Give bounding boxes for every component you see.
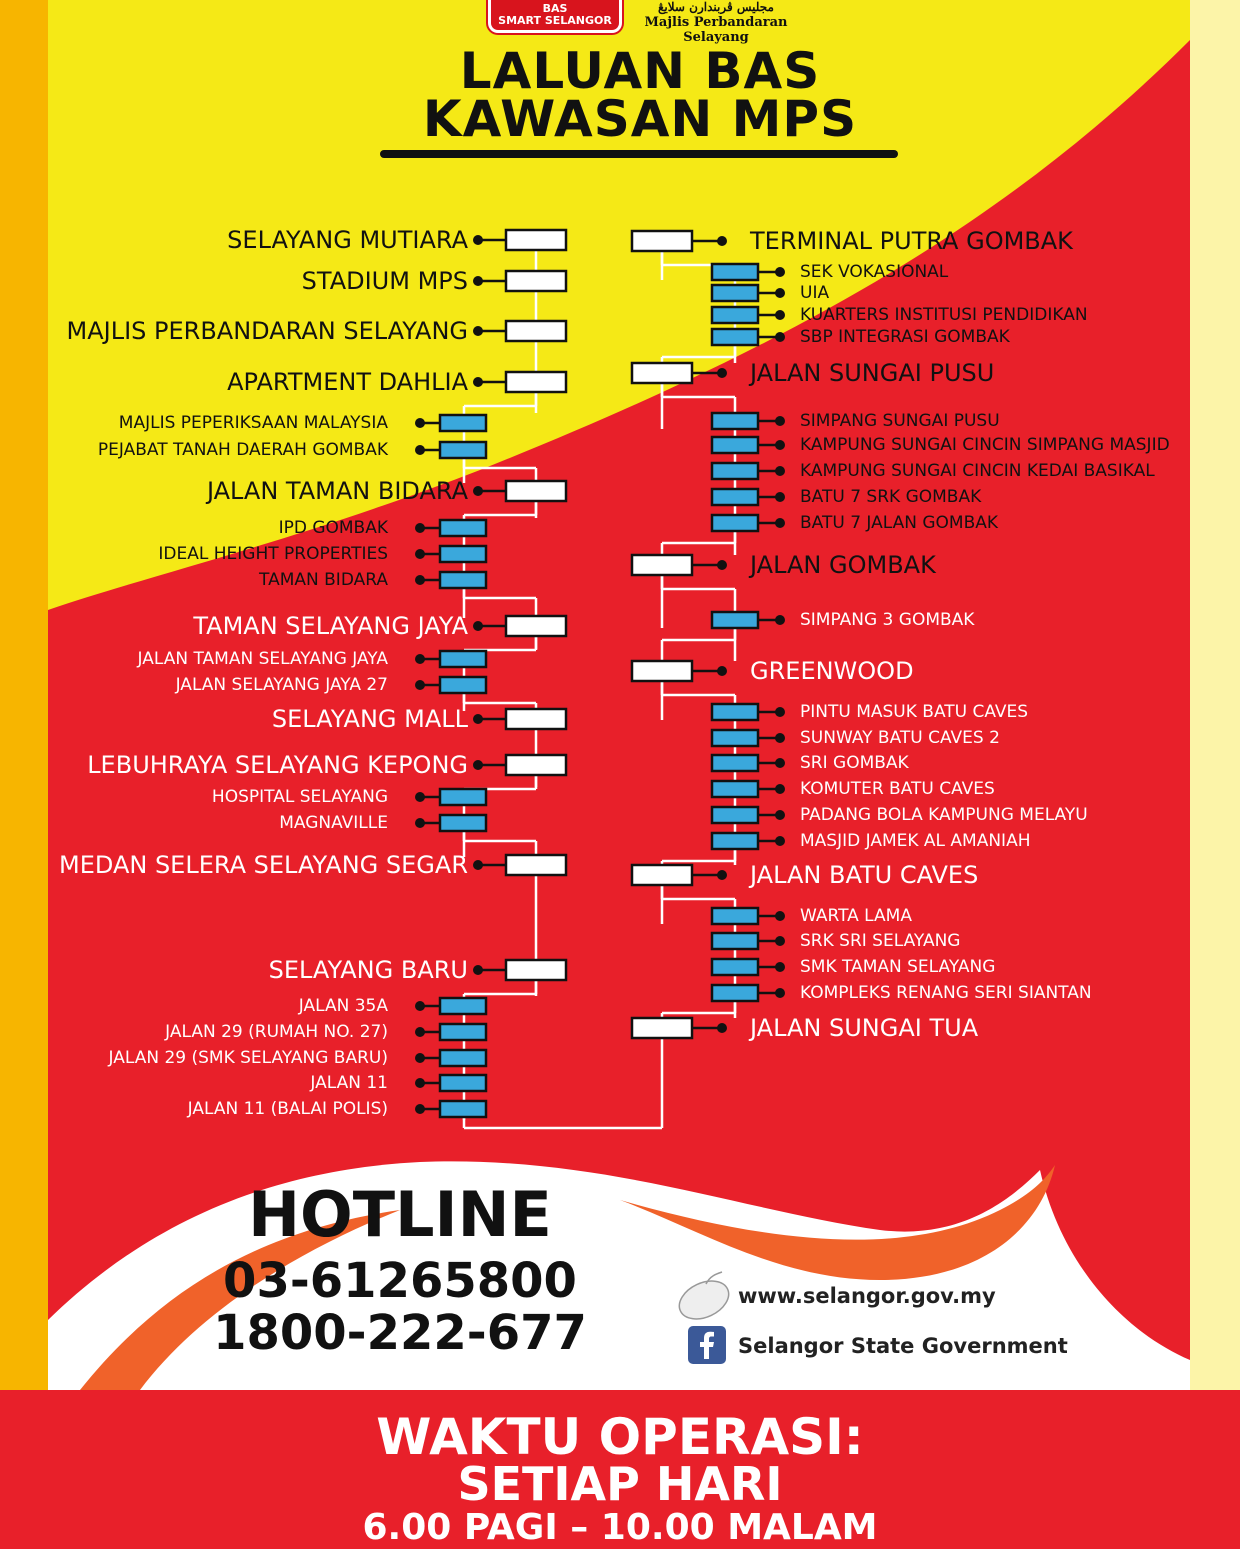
right-stop-24-box xyxy=(712,959,758,975)
left-stop-22-label: JALAN 29 (SMK SELAYANG BARU) xyxy=(108,1048,388,1068)
right-stop-23-dot xyxy=(775,936,785,946)
right-stop-4-label: KUARTERS INSTITUSI PENDIDIKAN xyxy=(800,305,1088,325)
right-stop-15-dot xyxy=(775,707,785,717)
right-stop-19-dot xyxy=(775,810,785,820)
right-stop-17-label: SRI GOMBAK xyxy=(800,753,909,773)
left-stop-9-box xyxy=(440,546,486,562)
right-stop-1-box xyxy=(632,231,692,251)
left-stop-9-dot xyxy=(415,549,425,559)
left-stop-23-label: JALAN 11 xyxy=(310,1073,388,1093)
left-stop-18-box xyxy=(506,855,566,875)
left-stop-1-box xyxy=(506,230,566,250)
right-stop-9-label: KAMPUNG SUNGAI CINCIN KEDAI BASIKAL xyxy=(800,461,1155,481)
right-stop-11-label: BATU 7 JALAN GOMBAK xyxy=(800,513,999,533)
right-stop-5-label: SBP INTEGRASI GOMBAK xyxy=(800,327,1010,347)
council-script: مجليس ڤربندارن سلايڠ xyxy=(658,0,774,14)
left-stop-2-label: STADIUM MPS xyxy=(301,267,468,295)
left-strip xyxy=(0,0,48,1390)
right-stop-18-label: KOMUTER BATU CAVES xyxy=(800,779,995,799)
facebook-icon xyxy=(688,1326,726,1364)
mps-council-logo xyxy=(636,0,796,45)
right-stop-8-box xyxy=(712,437,758,453)
left-stop-22-dot xyxy=(415,1053,425,1063)
left-stop-19-box xyxy=(506,960,566,980)
right-stop-5-dot xyxy=(775,332,785,342)
page-title-line1: LALUAN BAS xyxy=(459,42,821,100)
page-title-line2: KAWASAN MPS xyxy=(422,90,858,148)
left-stop-17-box xyxy=(440,815,486,831)
right-stop-3-label: UIA xyxy=(800,283,830,303)
left-stop-9-label: IDEAL HEIGHT PROPERTIES xyxy=(158,544,388,564)
mouse-icon xyxy=(676,1270,732,1322)
right-stop-26-dot xyxy=(717,1023,727,1033)
right-stop-10-box xyxy=(712,489,758,505)
left-stop-1-label: SELAYANG MUTIARA xyxy=(227,226,468,254)
left-stop-18-dot xyxy=(473,860,483,870)
left-stop-4-dot xyxy=(473,377,483,387)
right-stop-24-label: SMK TAMAN SELAYANG xyxy=(800,957,996,977)
left-stop-20-label: JALAN 35A xyxy=(298,996,388,1016)
right-stop-7-box xyxy=(712,413,758,429)
left-stop-4-label: APARTMENT DAHLIA xyxy=(227,368,468,396)
council-name: Majlis Perbandaran Selayang xyxy=(644,15,788,45)
right-stop-21-label: JALAN BATU CAVES xyxy=(750,861,979,889)
bas-logo-top: BAS xyxy=(542,2,568,15)
right-stop-20-dot xyxy=(775,836,785,846)
left-stop-19-label: SELAYANG BARU xyxy=(268,956,468,984)
hotline-number-2[interactable]: 1800-222-677 xyxy=(213,1305,587,1361)
left-stop-2-dot xyxy=(473,276,483,286)
left-stop-15-box xyxy=(506,755,566,775)
right-stop-9-dot xyxy=(775,466,785,476)
right-stop-14-dot xyxy=(717,666,727,676)
left-stop-8-dot xyxy=(415,523,425,533)
left-stop-21-box xyxy=(440,1024,486,1040)
left-stop-24-label: JALAN 11 (BALAI POLIS) xyxy=(187,1099,388,1119)
bas-smart-selangor-logo xyxy=(488,0,622,33)
right-stop-12-dot xyxy=(717,560,727,570)
operations-hours: 6.00 PAGI – 10.00 MALAM xyxy=(362,1507,878,1548)
right-stop-2-label: SEK VOKASIONAL xyxy=(800,262,949,282)
right-stop-21-dot xyxy=(717,870,727,880)
left-stop-8-label: IPD GOMBAK xyxy=(278,518,388,538)
left-stop-6-label: PEJABAT TANAH DAERAH GOMBAK xyxy=(97,440,388,460)
left-stop-11-box xyxy=(506,616,566,636)
right-stop-4-dot xyxy=(775,310,785,320)
left-stop-7-dot xyxy=(473,486,483,496)
right-stop-14-label: GREENWOOD xyxy=(750,657,914,685)
right-stop-23-box xyxy=(712,933,758,949)
right-stop-3-box xyxy=(712,285,758,301)
right-stop-1-dot xyxy=(717,236,727,246)
left-stop-19-dot xyxy=(473,965,483,975)
right-stop-6-box xyxy=(632,363,692,383)
left-stop-10-dot xyxy=(415,575,425,585)
right-stop-26-label: JALAN SUNGAI TUA xyxy=(750,1014,979,1042)
left-stop-14-label: SELAYANG MALL xyxy=(271,705,468,733)
left-stop-10-label: TAMAN BIDARA xyxy=(259,570,388,590)
left-stop-20-dot xyxy=(415,1001,425,1011)
right-stop-2-box xyxy=(712,264,758,280)
left-stop-3-box xyxy=(506,321,566,341)
left-stop-15-label: LEBUHRAYA SELAYANG KEPONG xyxy=(87,751,468,779)
right-stop-16-box xyxy=(712,730,758,746)
right-stop-20-box xyxy=(712,833,758,849)
right-stop-6-dot xyxy=(717,368,727,378)
right-stop-14-box xyxy=(632,661,692,681)
left-stop-5-dot xyxy=(415,418,425,428)
right-stop-18-box xyxy=(712,781,758,797)
left-stop-13-label: JALAN SELAYANG JAYA 27 xyxy=(175,675,388,695)
hotline-number-1[interactable]: 03-61265800 xyxy=(223,1253,577,1309)
left-stop-13-dot xyxy=(415,680,425,690)
left-stop-2-box xyxy=(506,271,566,291)
left-stop-7-box xyxy=(506,481,566,501)
right-stop-13-dot xyxy=(775,615,785,625)
left-stop-11-label: TAMAN SELAYANG JAYA xyxy=(193,612,468,640)
operations-title: WAKTU OPERASI: xyxy=(376,1408,864,1466)
right-stop-16-dot xyxy=(775,733,785,743)
right-stop-2-dot xyxy=(775,267,785,277)
right-stop-26-box xyxy=(632,1018,692,1038)
left-stop-17-dot xyxy=(415,818,425,828)
left-stop-8-box xyxy=(440,520,486,536)
left-stop-12-box xyxy=(440,651,486,667)
right-stop-9-box xyxy=(712,463,758,479)
right-stop-1-label: TERMINAL PUTRA GOMBAK xyxy=(750,227,1073,255)
right-stop-19-label: PADANG BOLA KAMPUNG MELAYU xyxy=(800,805,1088,825)
left-stop-17-label: MAGNAVILLE xyxy=(279,813,388,833)
right-stop-20-label: MASJID JAMEK AL AMANIAH xyxy=(800,831,1031,851)
left-stop-12-dot xyxy=(415,654,425,664)
left-stop-5-box xyxy=(440,415,486,431)
left-stop-21-label: JALAN 29 (RUMAH NO. 27) xyxy=(165,1022,388,1042)
right-stop-7-label: SIMPANG SUNGAI PUSU xyxy=(800,411,1000,431)
left-stop-20-box xyxy=(440,998,486,1014)
left-stop-24-box xyxy=(440,1101,486,1117)
left-stop-12-label: JALAN TAMAN SELAYANG JAYA xyxy=(137,649,388,669)
left-stop-22-box xyxy=(440,1050,486,1066)
right-stop-12-label: JALAN GOMBAK xyxy=(750,551,936,579)
left-stop-3-label: MAJLIS PERBANDARAN SELAYANG xyxy=(66,317,468,345)
right-stop-18-dot xyxy=(775,784,785,794)
right-stop-25-box xyxy=(712,985,758,1001)
left-stop-16-dot xyxy=(415,792,425,802)
right-stop-22-label: WARTA LAMA xyxy=(800,906,912,926)
right-stop-10-dot xyxy=(775,492,785,502)
right-stop-3-dot xyxy=(775,288,785,298)
left-stop-23-box xyxy=(440,1075,486,1091)
facebook-link[interactable]: Selangor State Government xyxy=(738,1334,1068,1358)
right-stop-8-label: KAMPUNG SUNGAI CINCIN SIMPANG MASJID xyxy=(800,435,1170,455)
right-strip xyxy=(1190,0,1240,1390)
left-stop-16-box xyxy=(440,789,486,805)
right-stop-23-label: SRK SRI SELAYANG xyxy=(800,931,961,951)
left-stop-23-dot xyxy=(415,1078,425,1088)
right-stop-22-box xyxy=(712,908,758,924)
right-stop-5-box xyxy=(712,329,758,345)
right-stop-25-dot xyxy=(775,988,785,998)
right-stop-22-dot xyxy=(775,911,785,921)
right-stop-16-label: SUNWAY BATU CAVES 2 xyxy=(800,728,1000,748)
right-stop-11-box xyxy=(712,515,758,531)
right-stop-21-box xyxy=(632,865,692,885)
left-stop-14-dot xyxy=(473,714,483,724)
left-stop-6-dot xyxy=(415,445,425,455)
left-stop-6-box xyxy=(440,442,486,458)
left-stop-14-box xyxy=(506,709,566,729)
right-stop-13-box xyxy=(712,612,758,628)
right-stop-24-dot xyxy=(775,962,785,972)
right-stop-15-label: PINTU MASUK BATU CAVES xyxy=(800,702,1029,722)
left-stop-11-dot xyxy=(473,621,483,631)
right-stop-15-box xyxy=(712,704,758,720)
left-stop-4-box xyxy=(506,372,566,392)
hotline-title: HOTLINE xyxy=(248,1178,552,1251)
website-link[interactable]: www.selangor.gov.my xyxy=(738,1284,996,1308)
title-underline xyxy=(380,150,898,158)
left-stop-18-label: MEDAN SELERA SELAYANG SEGAR xyxy=(59,851,468,879)
right-stop-10-label: BATU 7 SRK GOMBAK xyxy=(800,487,982,507)
left-stop-10-box xyxy=(440,572,486,588)
left-stop-7-label: JALAN TAMAN BIDARA xyxy=(206,477,468,505)
operations-days: SETIAP HARI xyxy=(457,1457,783,1511)
left-stop-5-label: MAJLIS PEPERIKSAAN MALAYSIA xyxy=(118,413,388,433)
bas-logo-bottom: SMART SELANGOR xyxy=(498,14,612,27)
left-stop-16-label: HOSPITAL SELAYANG xyxy=(211,787,388,807)
left-stop-13-box xyxy=(440,677,486,693)
right-stop-17-box xyxy=(712,755,758,771)
left-stop-21-dot xyxy=(415,1027,425,1037)
left-stop-24-dot xyxy=(415,1104,425,1114)
right-stop-13-label: SIMPANG 3 GOMBAK xyxy=(800,610,975,630)
right-stop-19-box xyxy=(712,807,758,823)
right-stop-4-box xyxy=(712,307,758,323)
right-stop-12-box xyxy=(632,555,692,575)
right-stop-6-label: JALAN SUNGAI PUSU xyxy=(750,359,995,387)
right-stop-11-dot xyxy=(775,518,785,528)
right-stop-8-dot xyxy=(775,440,785,450)
left-stop-3-dot xyxy=(473,326,483,336)
right-stop-7-dot xyxy=(775,416,785,426)
right-stop-25-label: KOMPLEKS RENANG SERI SIANTAN xyxy=(800,983,1092,1003)
left-stop-1-dot xyxy=(473,235,483,245)
left-stop-15-dot xyxy=(473,760,483,770)
right-stop-17-dot xyxy=(775,758,785,768)
